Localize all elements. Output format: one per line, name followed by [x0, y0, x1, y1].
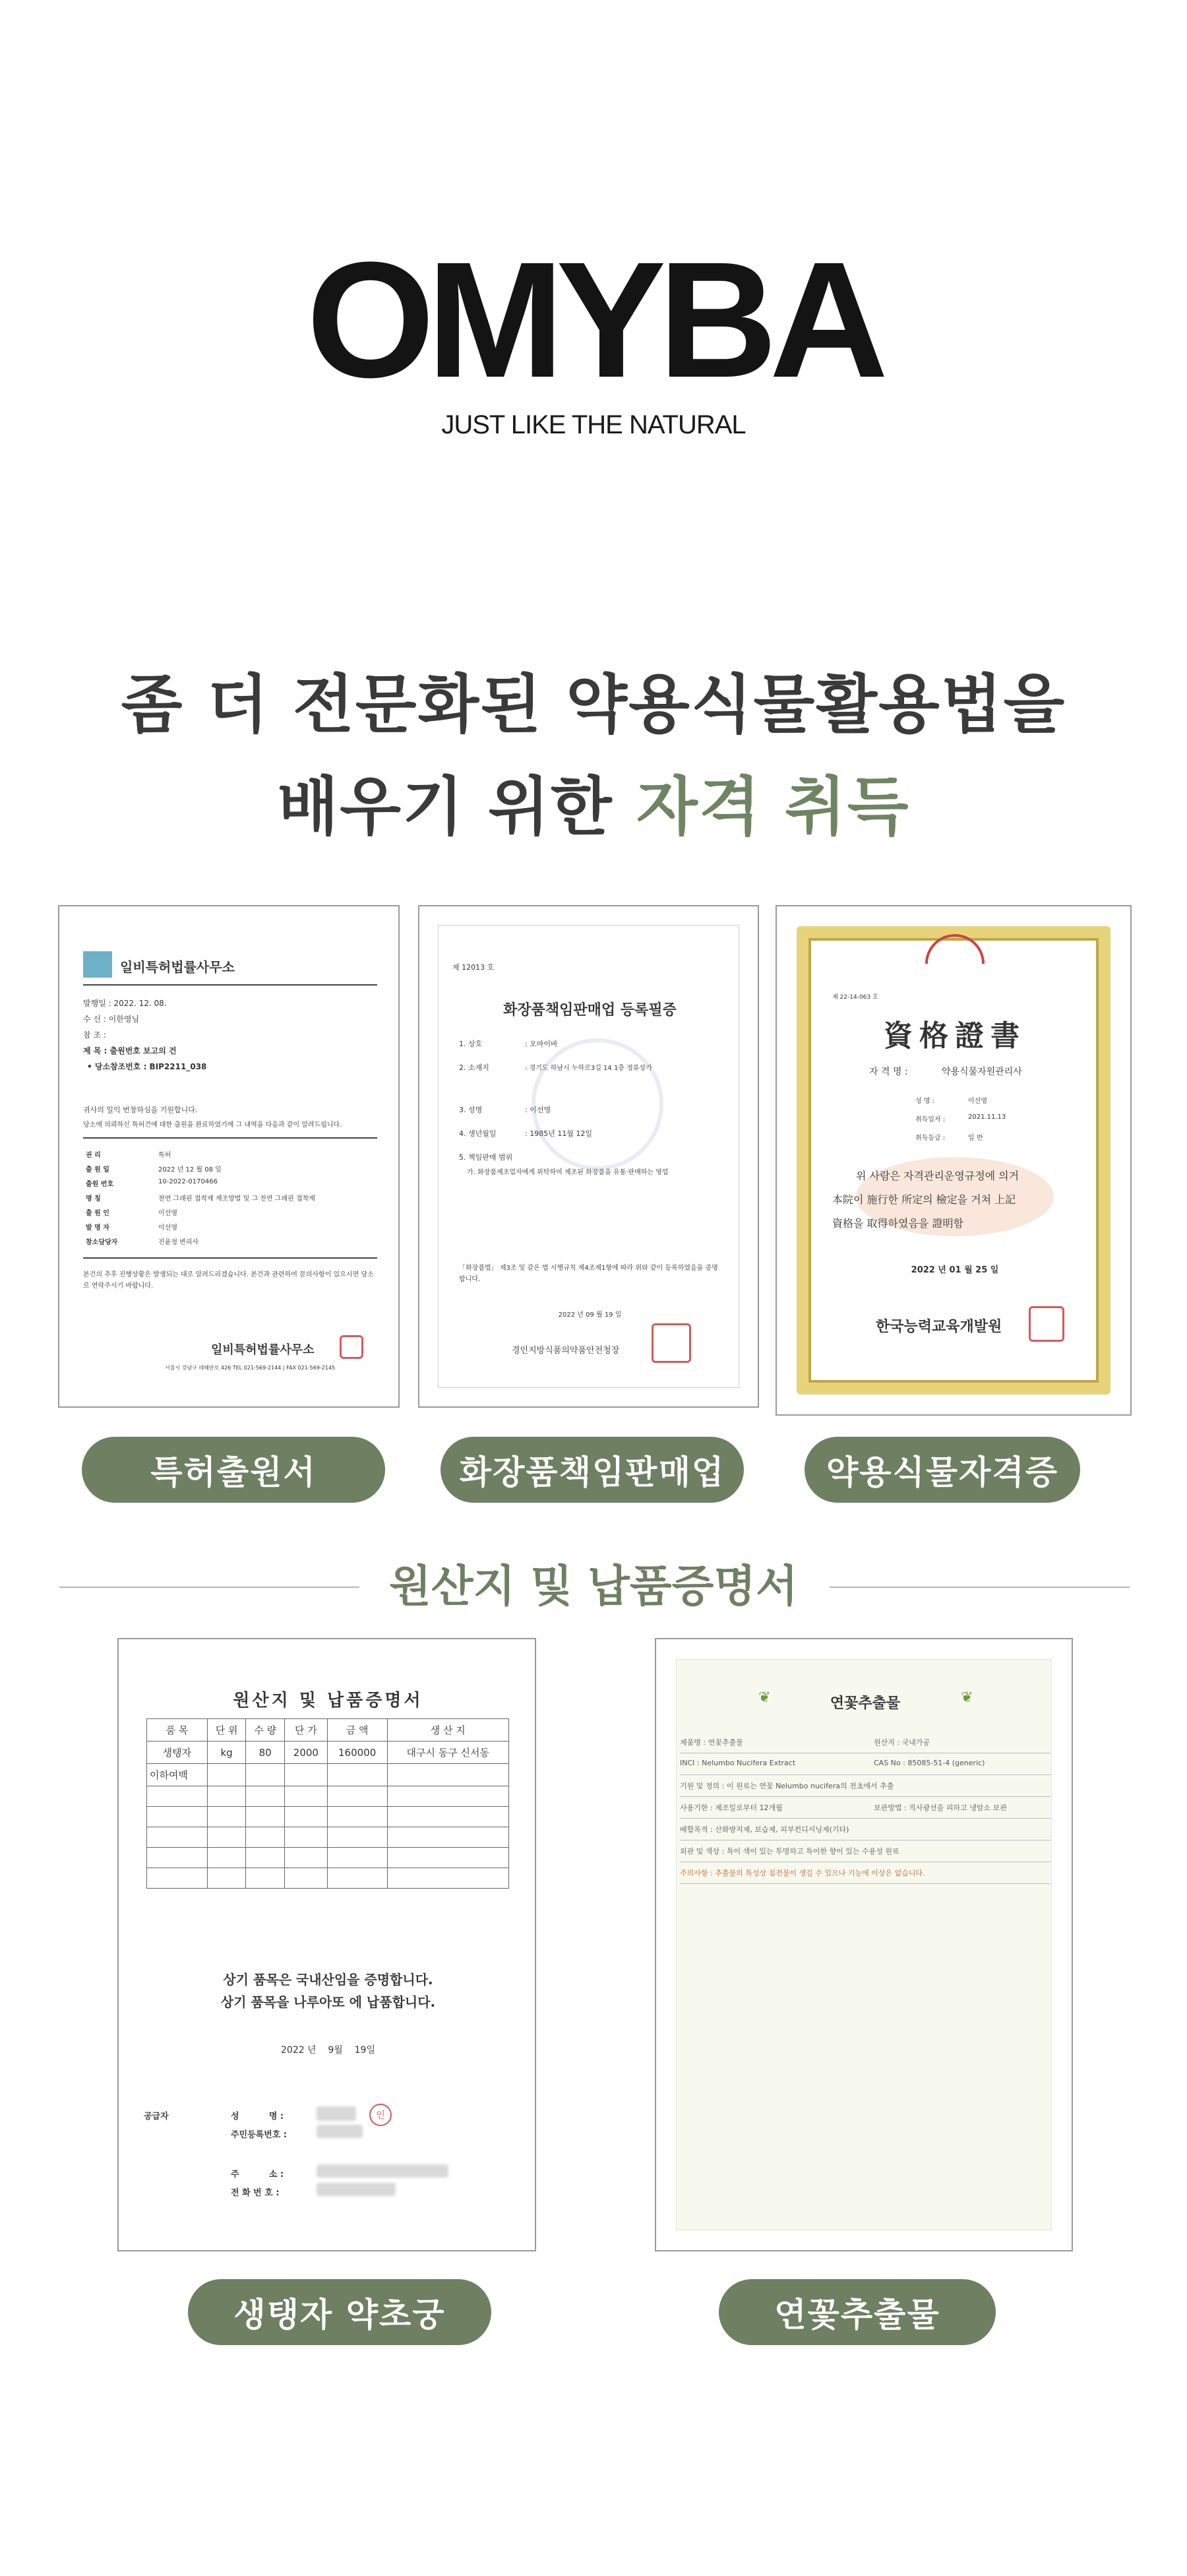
cosmetic-license-document — [418, 905, 759, 1408]
origin-date: 2022 년 9월 19일 — [281, 2045, 375, 2056]
redacted-name — [317, 2106, 356, 2121]
patent-date: 발행일 : 2022. 12. 08. — [83, 999, 167, 1008]
watermark-seal — [532, 1038, 663, 1170]
table-row — [147, 1827, 509, 1848]
patent-ref: 참 조 : — [83, 1030, 106, 1040]
herb-certificate-document — [776, 905, 1132, 1416]
table-header-cell: 금 액 — [327, 1719, 387, 1742]
patent-to: 수 신 : 이한영님 — [83, 1015, 140, 1024]
patent-row-value: 천연 그래핀 접착제 제조방법 및 그 천연 그래핀 접착제 — [158, 1195, 315, 1203]
origin-table — [146, 1718, 509, 1889]
cosmetic-r4-value: : 1985년 11월 12일 — [525, 1129, 593, 1138]
herb-title: 資格證書 — [884, 1019, 1026, 1053]
patent-body1: 귀사의 일익 번창하심을 기원합니다. — [83, 1106, 198, 1114]
cosmetic-r4-label: 4. 생년월일 — [459, 1129, 497, 1138]
patent-row-label: 출원 번호 — [86, 1181, 114, 1188]
patent-footer-office: 일비특허법률사무소 — [211, 1343, 315, 1357]
origin-id-label: 주민등록번호 : — [231, 2130, 288, 2140]
herb-number: 제 22-14-063 호 — [832, 994, 878, 1001]
table-cell: kg — [207, 1742, 246, 1764]
patent-row-label: 명 칭 — [86, 1195, 101, 1203]
cosmetic-issuer: 경인지방식품의약품안전청장 — [512, 1346, 620, 1356]
seal-stamp: 인 — [369, 2104, 392, 2126]
patent-number: • 당소참조번호 : BIP2211_038 — [87, 1062, 207, 1071]
table-header-row — [147, 1719, 509, 1742]
section2-title: 원산지 및 납품증명서 — [389, 1561, 798, 1612]
spec-row-text: 사용기한 : 제조일로부터 12개월 — [680, 1804, 783, 1812]
brand-logo: OMYBA — [306, 228, 881, 412]
cosmetic-r5: 5. 책임판매 범위 — [459, 1153, 513, 1162]
label-herb-cert: 약용식물자격증 — [805, 1437, 1080, 1503]
divider — [83, 1137, 377, 1139]
spec-row-text: 원산지 : 국내가공 — [874, 1738, 930, 1747]
row-divider — [680, 1883, 1050, 1884]
patent-subject: 제 목 : 출원번호 보고의 건 — [83, 1046, 177, 1055]
herb-body3: 資格을 取得하였음을 證明함 — [832, 1217, 963, 1230]
herb-issuer: 한국능력교육개발원 — [876, 1319, 1002, 1335]
spec-row-text: CAS No : 85085-51-4 (generic) — [874, 1759, 985, 1767]
origin-stmt1: 상기 품목은 국내산임을 증명합니다. — [223, 1972, 433, 1988]
patent-address: 서울시 강남구 테헤란로 426 TEL 021-569-2144 | FAX 021-569-2145 — [165, 1365, 336, 1371]
herb-body1: 위 사람은 자격관리운영규정에 의거 — [856, 1170, 1020, 1182]
herb-grade: 일 반 — [968, 1135, 983, 1142]
redacted-phone — [317, 2183, 396, 2196]
patent-row-label: 출 원 일 — [86, 1166, 109, 1174]
table-header-cell: 단 위 — [207, 1719, 246, 1742]
herb-date: 2021.11.13 — [968, 1114, 1006, 1121]
herb-name: 이선영 — [968, 1098, 987, 1105]
herb-qual-label: 자 격 명 : — [869, 1067, 908, 1077]
herb-name-label: 성 명 : — [915, 1098, 935, 1105]
cosmetic-r5-value: 가. 화장품제조업자에게 위탁하여 제조된 화장품을 유통·판매하는 영업 — [467, 1169, 669, 1176]
cosmetic-law: 「화장품법」 제3조 및 같은 법 시행규칙 제4조제1항에 따라 위와 같이 등록하였음을 증명합니다. — [459, 1265, 718, 1283]
table-row — [147, 1848, 509, 1868]
label-lotus: 연꽃추출물 — [719, 2279, 996, 2345]
leaf-icon: ❦ — [961, 1689, 973, 1706]
seal-stamp — [652, 1323, 691, 1363]
spec-row-text: INCI : Nelumbo Nucifera Extract — [680, 1759, 796, 1767]
seal-stamp — [340, 1335, 363, 1359]
table-row — [147, 1742, 509, 1764]
cosmetic-r2-value: : 경기도 하남시 누하로3길 14 1층 정류상가 — [525, 1065, 652, 1072]
patent-document — [58, 905, 400, 1408]
cosmetic-title: 화장품책임판매업 등록필증 — [503, 1002, 677, 1019]
table-row — [147, 1807, 509, 1827]
headline-line2 — [0, 770, 1187, 844]
cosmetic-r3-value: : 이선영 — [525, 1106, 551, 1114]
office-logo-icon — [83, 951, 112, 978]
patent-row-value: 10-2022-0170466 — [158, 1178, 218, 1185]
table-row — [147, 1786, 509, 1807]
herb-issue-date: 2022 년 01 월 25 일 — [911, 1265, 999, 1275]
cosmetic-date: 2022 년 09 월 19 일 — [558, 1311, 622, 1319]
patent-row-value: 이선영 — [158, 1210, 177, 1217]
patent-row-label: 발 명 자 — [86, 1224, 109, 1232]
patent-row-value: 이선영 — [158, 1224, 177, 1232]
patent-row-value: 특허 — [158, 1152, 171, 1159]
spec-row-text: 기원 및 정의 : 이 원료는 연꽃 Nelumbo nucifera의 전초에서 추출 — [680, 1782, 894, 1790]
label-patent: 특허출원서 — [82, 1437, 385, 1503]
table-cell: 80 — [246, 1742, 285, 1764]
table-cell: 대구시 동구 신서동 — [387, 1742, 508, 1764]
table-cell: 160000 — [327, 1742, 387, 1764]
seal-stamp — [1029, 1306, 1064, 1342]
table-header-cell: 생 산 지 — [387, 1719, 508, 1742]
table-cell: 2000 — [285, 1742, 328, 1764]
herb-body2: 本院이 施行한 所定의 檢定을 거쳐 上記 — [832, 1193, 1016, 1206]
table-row — [147, 1868, 509, 1889]
herb-date-label: 취득일자 : — [915, 1116, 946, 1123]
headline-line1: 좀 더 전문화된 약용식물활용법을 — [121, 668, 1066, 741]
patent-office-name: 일비특허법률사무소 — [120, 959, 235, 975]
cosmetic-r1-label: 1. 상호 — [459, 1040, 483, 1048]
lotus-spec-document — [655, 1638, 1073, 2251]
spec-row-text: 제품명 : 연꽃추출물 — [680, 1738, 743, 1747]
herb-grade-label: 취득등급 : — [915, 1135, 946, 1142]
lotus-title: 연꽃추출물 — [830, 1695, 901, 1712]
brand-tagline: JUST LIKE THE NATURAL — [441, 410, 746, 439]
patent-row-value: 2022 년 12 월 08 일 — [158, 1166, 222, 1174]
patent-row-label: 참소담당자 — [86, 1239, 118, 1246]
cosmetic-r2-label: 2. 소재지 — [459, 1063, 489, 1072]
spec-row-text: 주의사항 : 추출물의 특성상 침전물이 생길 수 있으나 기능에 이상은 없습니다. — [680, 1869, 925, 1877]
spec-row-text: 외관 및 색상 : 특이 색이 있는 투명하고 특이한 향이 있는 수용성 원료 — [680, 1847, 899, 1856]
cosmetic-r3-label: 3. 성명 — [459, 1106, 483, 1114]
table-cell: 생탱자 — [147, 1742, 208, 1764]
origin-phone-label: 전 화 번 호 : — [231, 2188, 280, 2198]
label-origin: 생탱자 약초궁 — [188, 2279, 491, 2345]
table-header-cell: 수 량 — [246, 1719, 285, 1742]
row-divider — [680, 1818, 1050, 1819]
table-header-cell: 품 목 — [147, 1719, 208, 1742]
divider — [83, 984, 377, 986]
leaf-icon: ❦ — [758, 1689, 771, 1706]
label-cosmetic: 화장품책임판매업 — [441, 1437, 744, 1503]
patent-row-value: 진윤정 변리사 — [158, 1239, 199, 1246]
divider — [83, 1257, 377, 1259]
table-cell: 이하여백 — [147, 1764, 208, 1786]
origin-addr-label: 주 소 : — [231, 2170, 284, 2180]
herb-qual: 약용식물자원관리사 — [942, 1067, 1022, 1077]
cosmetic-number: 제 12013 호 — [452, 963, 495, 972]
origin-title: 원산지 및 납품증명서 — [233, 1691, 423, 1711]
origin-certificate-document — [117, 1638, 536, 2251]
spec-row-text: 보관방법 : 직사광선을 피하고 냉암소 보관 — [874, 1804, 1007, 1812]
redacted-id — [317, 2125, 363, 2138]
headline-line2-accent: 자격 취득 — [636, 770, 910, 844]
origin-supplier: 공급자 — [144, 2112, 169, 2121]
row-divider — [680, 1796, 1050, 1797]
patent-row-label: 권 리 — [86, 1152, 101, 1159]
origin-name-label: 성 명 : — [231, 2112, 284, 2121]
origin-stmt2: 상기 품목을 나루아또 에 납품합니다. — [220, 1994, 436, 2010]
patent-row-label: 출 원 인 — [86, 1210, 109, 1217]
redacted-address — [317, 2164, 448, 2178]
cosmetic-r1-value: : 오마이바 — [525, 1040, 558, 1048]
table-header-cell: 단 가 — [285, 1719, 328, 1742]
table-row — [147, 1764, 509, 1786]
patent-footer: 본건의 추후 진행상황은 발생되는 대로 알려드리겠습니다. 본건과 관련하여 문의사항이 있으시면 당소로 연락주시기 바랍니다. — [83, 1271, 374, 1290]
patent-body2: 당소에 의뢰하신 특허건에 대한 출원을 완료하였기에 그 내역을 다음과 같이 알려드립니다. — [83, 1121, 342, 1129]
headline-line2-prefix: 배우기 위한 — [277, 770, 637, 844]
spec-row-text: 배합목적 : 산화방지제, 보습제, 피부컨디셔닝제(기타) — [680, 1825, 849, 1834]
